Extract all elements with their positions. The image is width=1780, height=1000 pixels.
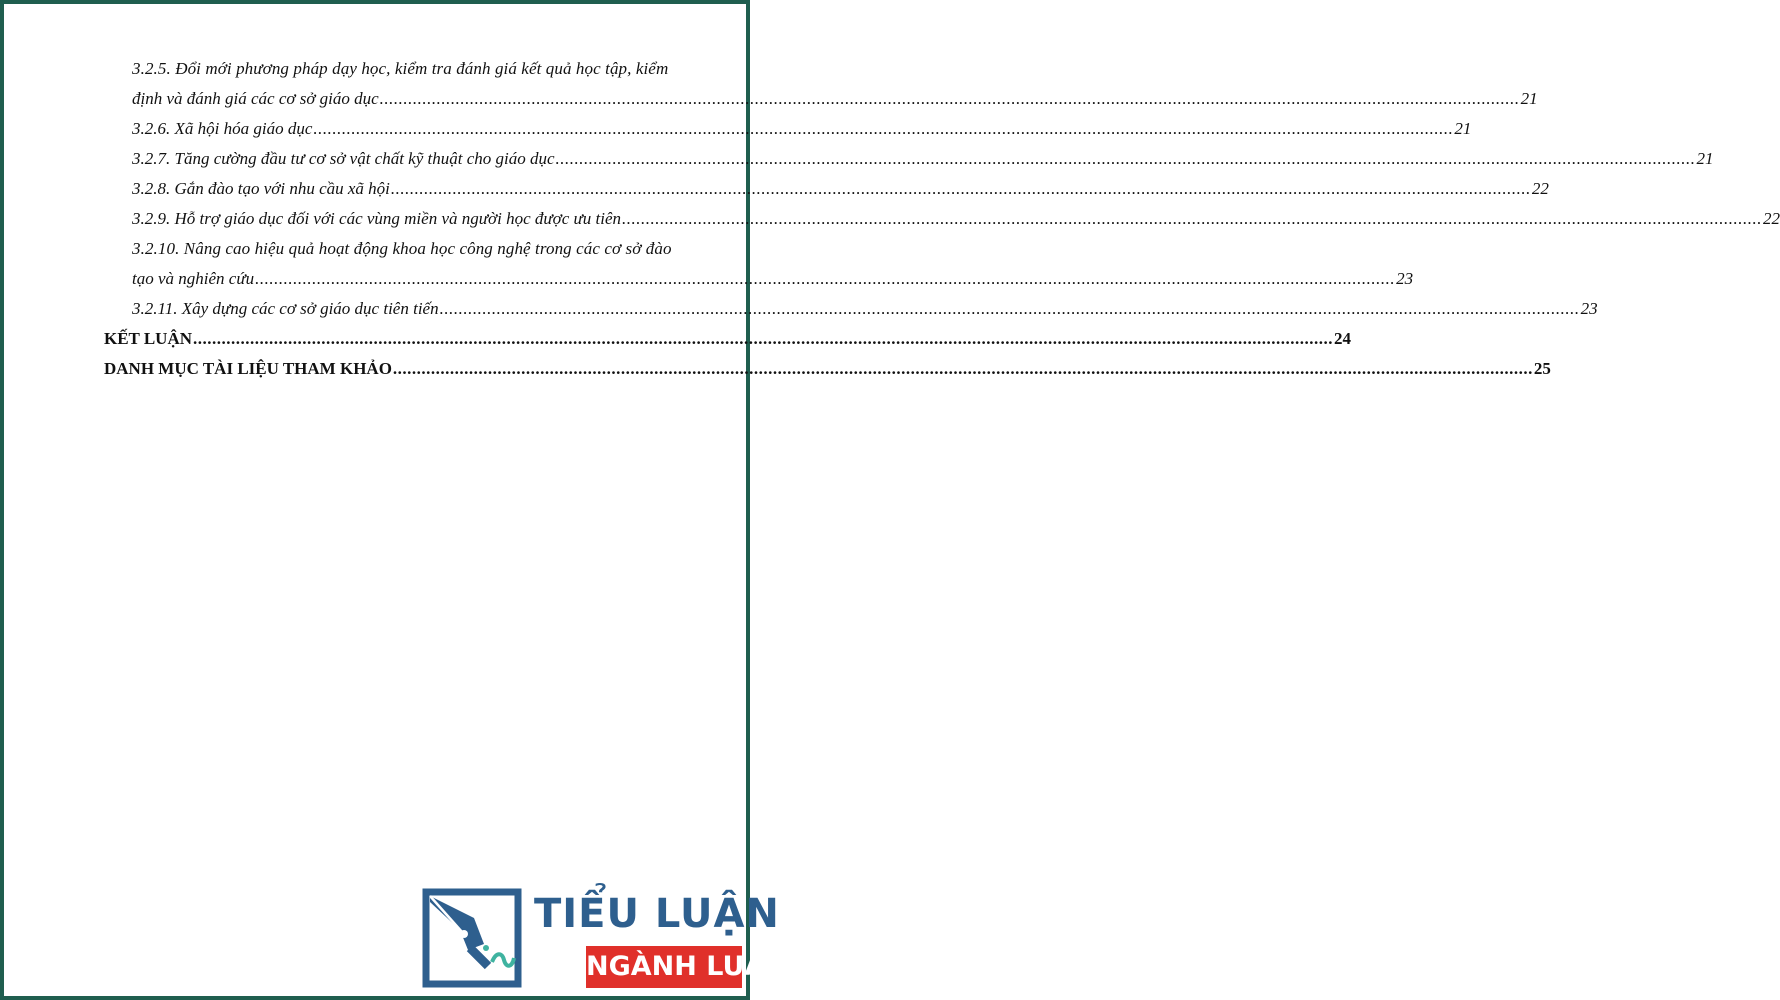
- toc-page-number: 21: [1454, 119, 1472, 138]
- toc-entry-text: DANH MỤC TÀI LIỆU THAM KHẢO: [104, 359, 392, 378]
- toc-entry[interactable]: [104, 54, 690, 84]
- toc-page-number: 22: [1763, 209, 1780, 228]
- toc-entry[interactable]: [104, 204, 1780, 234]
- toc-entry[interactable]: [104, 84, 1538, 114]
- toc-entry-text: 3.2.9. Hỗ trợ giáo dục đối với các vùng miền và người học được ưu tiên: [132, 209, 622, 228]
- toc-entry-text: KẾT LUẬN: [104, 329, 193, 348]
- toc-entry[interactable]: [104, 324, 1352, 354]
- fountain-pen-nib-icon: [422, 888, 522, 988]
- toc-entry-text: 3.2.10. Nâng cao hiệu quả hoạt động khoa học công nghệ trong các cơ sở đào: [132, 239, 672, 258]
- dot-leader: [313, 114, 1453, 144]
- toc-page-number: 25: [1533, 359, 1551, 378]
- toc-entry[interactable]: [104, 294, 1598, 324]
- dot-leader: [556, 144, 1696, 174]
- table-of-contents: [104, 54, 1780, 384]
- logo-text-top: TIỂU LUẬN: [534, 891, 780, 937]
- dot-leader: [622, 204, 1762, 234]
- toc-page-number: 22: [1531, 179, 1549, 198]
- toc-entry[interactable]: [104, 114, 1472, 144]
- toc-entry-text: 3.2.6. Xã hội hóa giáo dục: [132, 119, 313, 138]
- toc-page-number: 21: [1696, 149, 1714, 168]
- toc-entry[interactable]: [104, 354, 1551, 384]
- toc-entry[interactable]: [104, 174, 1549, 204]
- toc-entry[interactable]: [104, 144, 1714, 174]
- dot-leader: [393, 354, 1533, 384]
- toc-entry-text: 3.2.7. Tăng cường đầu tư cơ sở vật chất kỹ thuật cho giáo dục: [132, 149, 555, 168]
- dot-leader: [193, 324, 1333, 354]
- toc-entry-text: 3.2.5. Đổi mới phương pháp dạy học, kiểm tra đánh giá kết quả học tập, kiểm: [132, 59, 669, 78]
- toc-entry-text: 3.2.8. Gắn đào tạo với nhu cầu xã hội: [132, 179, 390, 198]
- toc-entry-text: tạo và nghiên cứu: [132, 269, 255, 288]
- toc-page-number: 23: [1580, 299, 1598, 318]
- toc-entry-text: 3.2.11. Xây dựng các cơ sở giáo dục tiên tiến: [132, 299, 439, 318]
- logo-text-bottom: NGÀNH LUẬT: [586, 946, 742, 988]
- toc-page-number: 24: [1334, 329, 1352, 348]
- toc-page-number: 21: [1520, 89, 1538, 108]
- toc-entry[interactable]: [104, 234, 690, 264]
- toc-entry[interactable]: [104, 264, 1414, 294]
- dot-leader: [380, 84, 1520, 114]
- dot-leader: [391, 174, 1531, 204]
- toc-page-number: 23: [1396, 269, 1414, 288]
- toc-entry-text: định và đánh giá các cơ sở giáo dục: [132, 89, 379, 108]
- dot-leader: [255, 264, 1395, 294]
- brand-logo: [422, 888, 784, 992]
- dot-leader: [440, 294, 1580, 324]
